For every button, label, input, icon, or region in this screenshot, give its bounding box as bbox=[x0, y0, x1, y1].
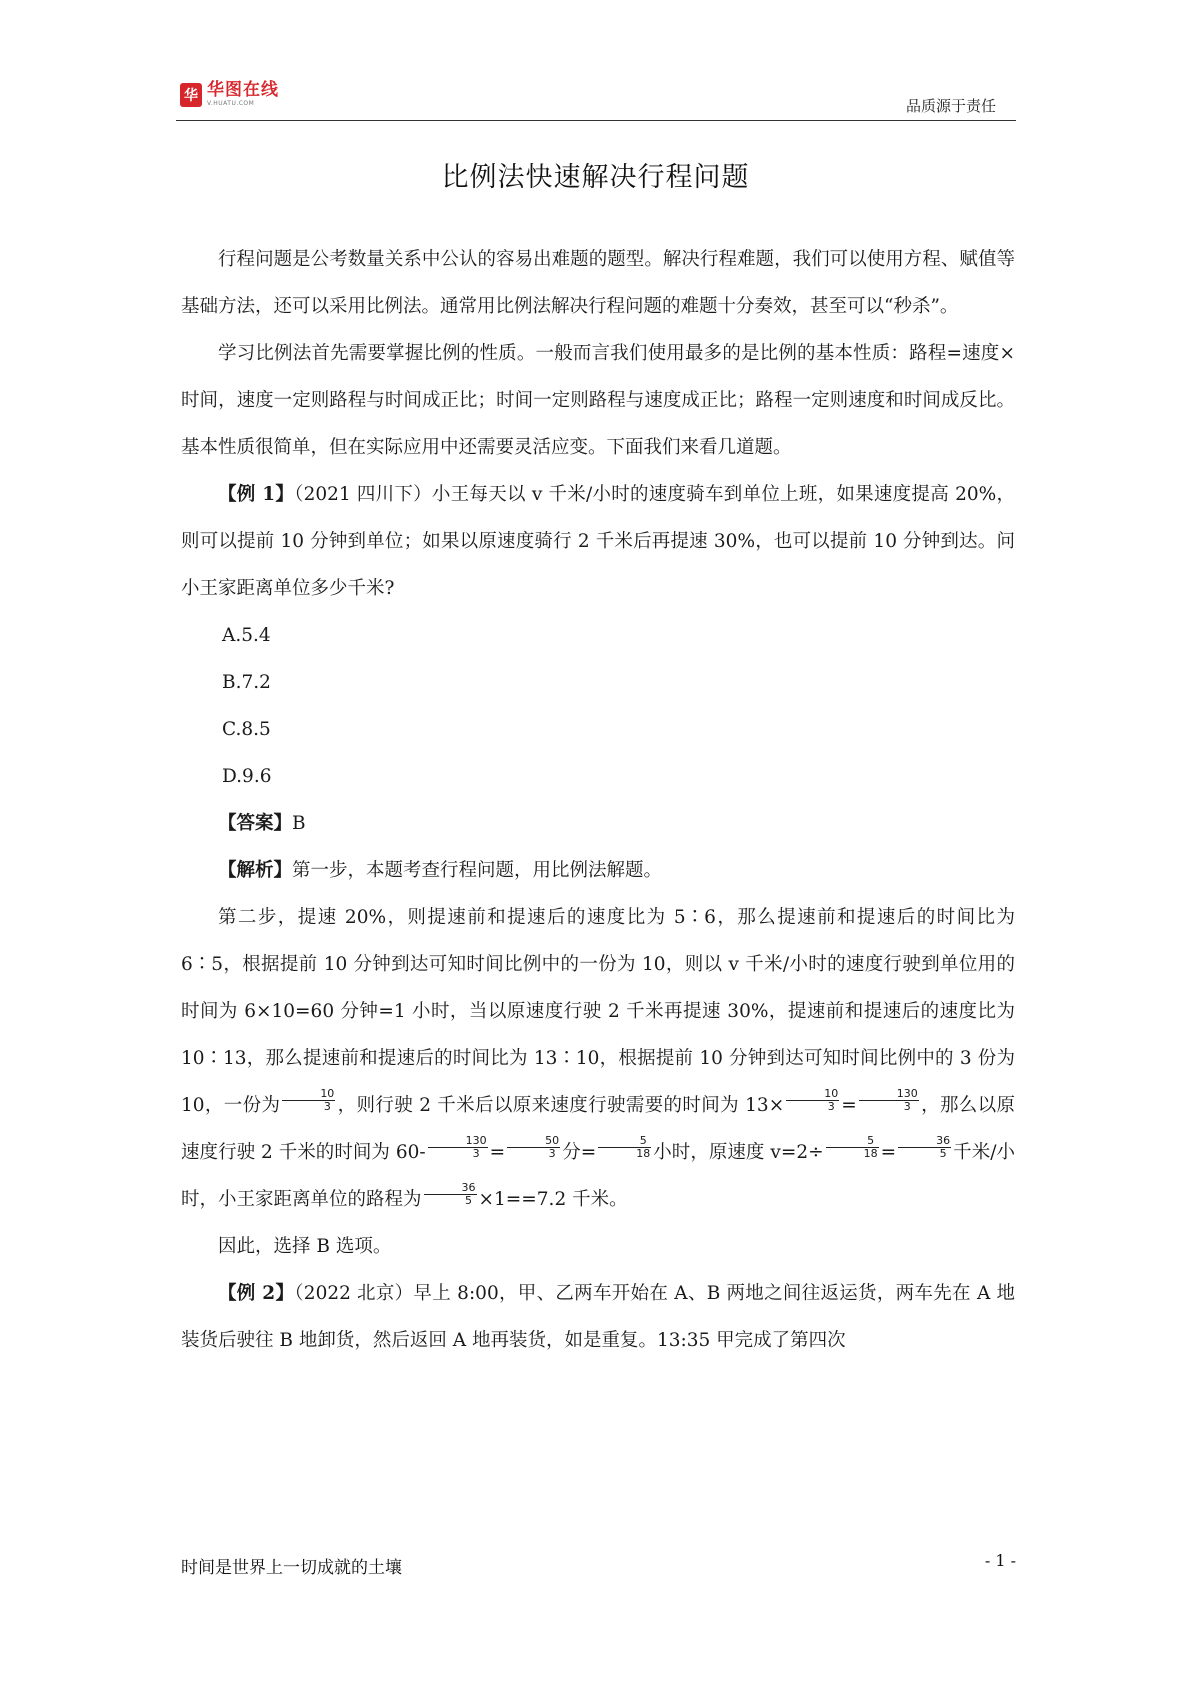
conclusion: 因此，选择 B 选项。 bbox=[218, 1236, 392, 1257]
fraction-5-18: $\frac{5}{18}$ bbox=[598, 1135, 651, 1160]
example-1 bbox=[181, 471, 1015, 612]
option-d: D.9.6 bbox=[222, 766, 272, 787]
analysis-step-2: 第二步，提速 20%，则提速前和提速后的速度比为 5∶6，那么提速前和提速后的时间比为 6∶5，根据提前 10 分钟到达可知时间比例中的一份为 10，则以 v 千米/小时的速度行驶到单位用的时间为 6×10=60 分钟=1 小时，当以原速度行驶 2 千米再提速 30%，提速前和提速后的速度比为 10∶13，那么提速前和提速后的时间比为 13∶10，根据提前 10 分钟到达可知时间比例中的 3 份为 10，一份为 $\frac{10}{3}$ ，则行驶 2 千米后以原来速度行驶需要的时间为 13× $\frac{10}{3}$ = $\frac{130}{3}$ ，那么以原速度行驶 2 千米的时间为 60- $\frac{130}{3}$ = $\frac{50}{3}$ 分= $\frac{5}{18}$ 小时，原速度 v=2÷ $\frac{5}{18}$ = $\frac{36}{5}$ 千米/小时，小王家距离单位的路程为 $\frac{36}{5}$ ×1==7.2 千米。 bbox=[181, 907, 1015, 1210]
fraction-36-5: $\frac{36}{5}$ bbox=[898, 1135, 951, 1160]
fraction-50-3: $\frac{50}{3}$ bbox=[507, 1135, 560, 1160]
example-2-text: （2022 北京）早上 8:00，甲、乙两车开始在 A、B 两地之间往返运货，两车先在 A 地装货后驶往 B 地卸货，然后返回 A 地再装货，如是重复。13:35 甲完成了第四次 bbox=[181, 1283, 1015, 1351]
logo-name: 华图在线 bbox=[207, 80, 279, 100]
page-header bbox=[176, 76, 1016, 121]
huatu-logo bbox=[180, 82, 279, 107]
page-title: 比例法快速解决行程问题 bbox=[441, 162, 750, 193]
analysis-tag: 【解析】 bbox=[218, 860, 293, 881]
huatu-logo-icon: 华 bbox=[180, 83, 202, 107]
fraction-5-18: $\frac{5}{18}$ bbox=[826, 1135, 879, 1160]
fraction-10-3: $\frac{10}{3}$ bbox=[282, 1088, 335, 1113]
logo-url: V.HUATU.COM bbox=[207, 100, 255, 107]
example-1-text: （2021 四川下）小王每天以 v 千米/小时的速度骑车到单位上班，如果速度提高 20%，则可以提前 10 分钟到单位；如果以原速度骑行 2 千米后再提速 30%，也可以提前 10 分钟到达。问小王家距离单位多少千米? bbox=[181, 484, 1015, 599]
example-2 bbox=[181, 1270, 1015, 1364]
answer-value: B bbox=[292, 813, 306, 834]
analysis-step-1 bbox=[181, 847, 1015, 894]
analysis-step-1-text: 第一步，本题考查行程问题，用比例法解题。 bbox=[292, 860, 663, 881]
document-body bbox=[181, 236, 1015, 1364]
fraction-36-5: $\frac{36}{5}$ bbox=[424, 1182, 477, 1207]
header-slogan: 品质源于责任 bbox=[905, 97, 996, 115]
option-b: B.7.2 bbox=[222, 672, 271, 693]
option-c: C.8.5 bbox=[222, 719, 271, 740]
example-1-tag: 【例 1】 bbox=[218, 484, 295, 505]
intro-paragraph: 行程问题是公考数量关系中公认的容易出难题的题型。解决行程难题，我们可以使用方程、赋值等基础方法，还可以采用比例法。通常用比例法解决行程问题的难题十分奏效，甚至可以“秒杀”。 bbox=[181, 249, 1015, 317]
footer-motto: 时间是世界上一切成就的土壤 bbox=[181, 1558, 402, 1578]
page-number: - 1 - bbox=[984, 1551, 1016, 1570]
answer-line bbox=[181, 800, 1015, 847]
answer-tag: 【答案】 bbox=[218, 813, 293, 834]
option-a: A.5.4 bbox=[222, 625, 271, 646]
example-2-tag: 【例 2】 bbox=[218, 1283, 295, 1304]
fraction-130-3: $\frac{130}{3}$ bbox=[859, 1088, 919, 1113]
method-paragraph: 学习比例法首先需要掌握比例的性质。一般而言我们使用最多的是比例的基本性质：路程=速度×时间，速度一定则路程与时间成正比；时间一定则路程与速度成正比；路程一定则速度和时间成反比。基本性质很简单，但在实际应用中还需要灵活应变。下面我们来看几道题。 bbox=[181, 343, 1015, 458]
fraction-130-3: $\frac{130}{3}$ bbox=[428, 1135, 488, 1160]
fraction-10-3: $\frac{10}{3}$ bbox=[786, 1088, 839, 1113]
